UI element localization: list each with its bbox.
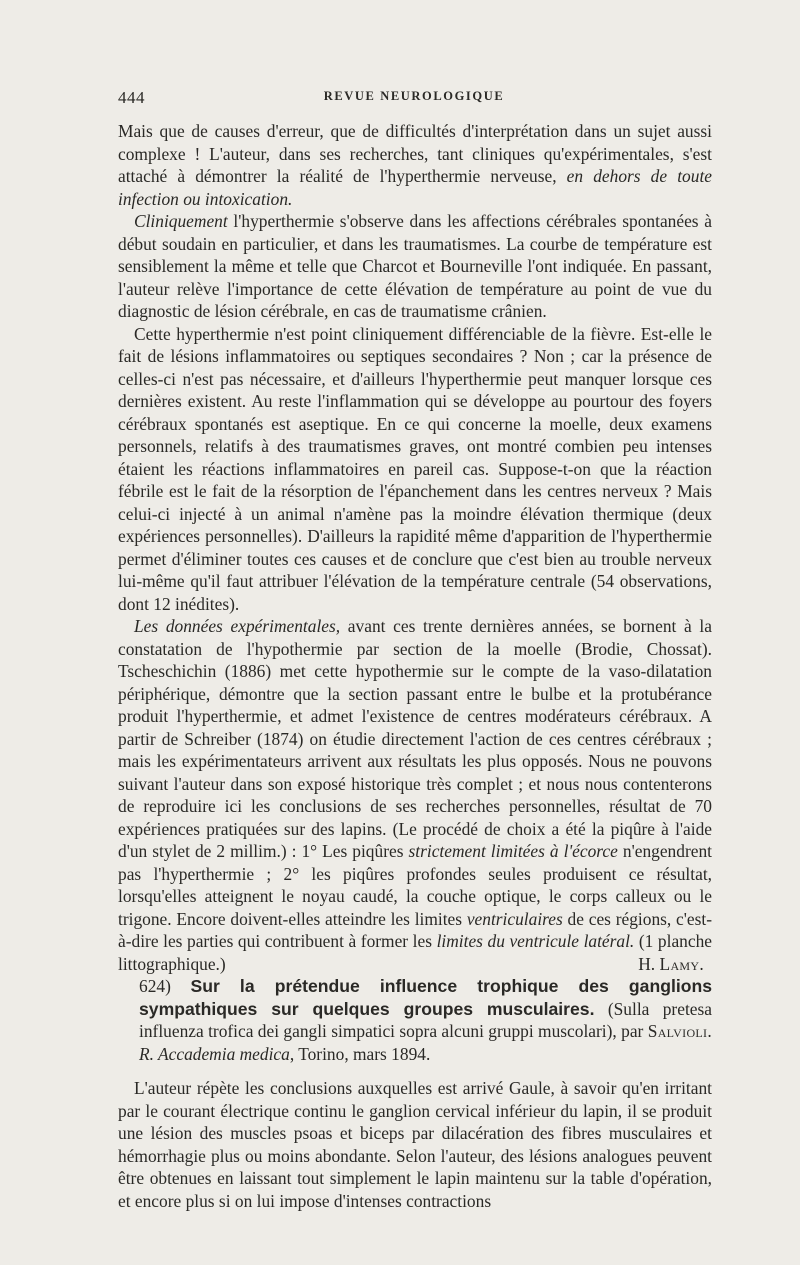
running-head: REVUE NEUROLOGIQUE xyxy=(323,89,505,103)
article-journal: R. Accademia medica xyxy=(139,1043,290,1064)
article-heading: 624) Sur la prétendue influence trophique des ganglions sympathiques sur quelques groupes musculaires. (Sulla pretesa influenza trofica dei gangli simpatici sopra alcuni gruppi muscolari), par Salvioli. R. Accademia medica, Torino, mars 1894. xyxy=(139,976,712,1064)
paragraph-2: Cliniquement l'hyperthermie s'observe dans les affections cérébrales spontanées à début soudain en particulier, et dans les traumatismes. La courbe de température est sensiblement la même et telle que Charcot et Bourneville l'ont indiquée. En passant, l'auteur relève l'importance de cette élévation de température au point de vue du diagnostic de lésion cérébrale, en cas de traumatisme crânien. xyxy=(118,211,712,321)
page-header xyxy=(118,88,710,110)
page-number: 444 xyxy=(118,88,145,107)
signature: H. Lamy. xyxy=(638,953,704,974)
paragraph-5: L'auteur répète les conclusions auxquelles est arrivé Gaule, à savoir qu'en irritant par le courant électrique continu le ganglion cervical inférieur du lapin, il se produit une lésion des muscles psoas et biceps par dilacération des fibres musculaires et hémorrhagie plus ou moins abondante. Selon l'auteur, des lésions analogues peuvent être obtenues en laissant tout simplement le lapin maintenu sur la table d'opération, et encore plus si on lui impose d'intenses contractions xyxy=(118,1078,712,1211)
article-title: Sur la prétendue influence trophique des ganglions sympathiques sur quelques groupes musculaires. xyxy=(139,976,712,1019)
article-author: Salvioli. xyxy=(647,1021,712,1041)
paragraph-4: Les données expérimentales, avant ces trente dernières années, se bornent à la constatation de l'hypothermie par section de la moelle (Brodie, Chossat). Tscheschichin (1886) met cette hypothermie sur le compte de la vaso-dilatation périphérique, démontre que la section passant entre le bulbe et la protubérance produit l'hyperthermie, et admet l'existence de centres modérateurs cérébraux. A partir de Schreiber (1874) on étudie directement l'action de ces centres cérébraux ; mais les expérimentateurs arrivent aux résultats les plus opposés. Nous ne pouvons suivant l'auteur dans son exposé historique très complet ; et nous nous contenterons de reproduire ici les conclusions de ses recherches personnelles, résultat de 70 expériences pratiquées sur des lapins. (Le procédé de choix a été la piqûre à l'aide d'un stylet de 2 millim.) : 1° Les piqûres strictement limitées à l'écorce n'engendrent pas l'hyperthermie ; 2° les piqûres profondes seules produisent ce résultat, lorsqu'elles atteignent le noyau caudé, la couche optique, le corps calleux ou le trigone. Encore doivent-elles atteindre les limites ventriculaires de ces régions, c'est-à-dire les parties qui contribuent à former les limites du ventricule latéral. (1 planche littographique.) H. Lamy. xyxy=(118,616,712,974)
article-number: 624) xyxy=(139,976,171,996)
body-text xyxy=(118,120,712,1212)
paragraph-3: Cette hyperthermie n'est point cliniquement différenciable de la fièvre. Est-elle le fait de lésions inflammatoires ou septiques secondaires ? Non ; car la présence de celles-ci n'est pas nécessaire, et d'ailleurs l'hyperthermie peut manquer lorsque ces dernières existent. Au reste l'inflammation qui se développe au pourtour des foyers cérébraux spontanés est aseptique. En ce qui concerne la moelle, deux examens personnels, relatifs à des traumatismes graves, ont montré combien peu intenses étaient les réactions inflammatoires en pareil cas. Suppose-t-on que la réaction fébrile est le fait de la résorption de l'épanchement dans les centres nerveux ? Mais celui-ci injecté à un animal n'amène pas la moindre élévation thermique (deux expériences personnelles). D'ailleurs la rapidité même d'apparition de l'hyperthermie permet d'éliminer toutes ces causes et de conclure que c'est bien au trouble nerveux lui-même qu'il faut attribuer l'élévation de la température centrale (54 observations, dont 12 inédites). xyxy=(118,323,712,614)
paragraph-1: Mais que de causes d'erreur, que de difficultés d'interprétation dans un sujet aussi complexe ! L'auteur, dans ses recherches, tant cliniques qu'expérimentales, s'est attaché à démontrer la réalité de l'hyperthermie nerveuse, en dehors de toute infection ou intoxication. xyxy=(118,121,712,209)
